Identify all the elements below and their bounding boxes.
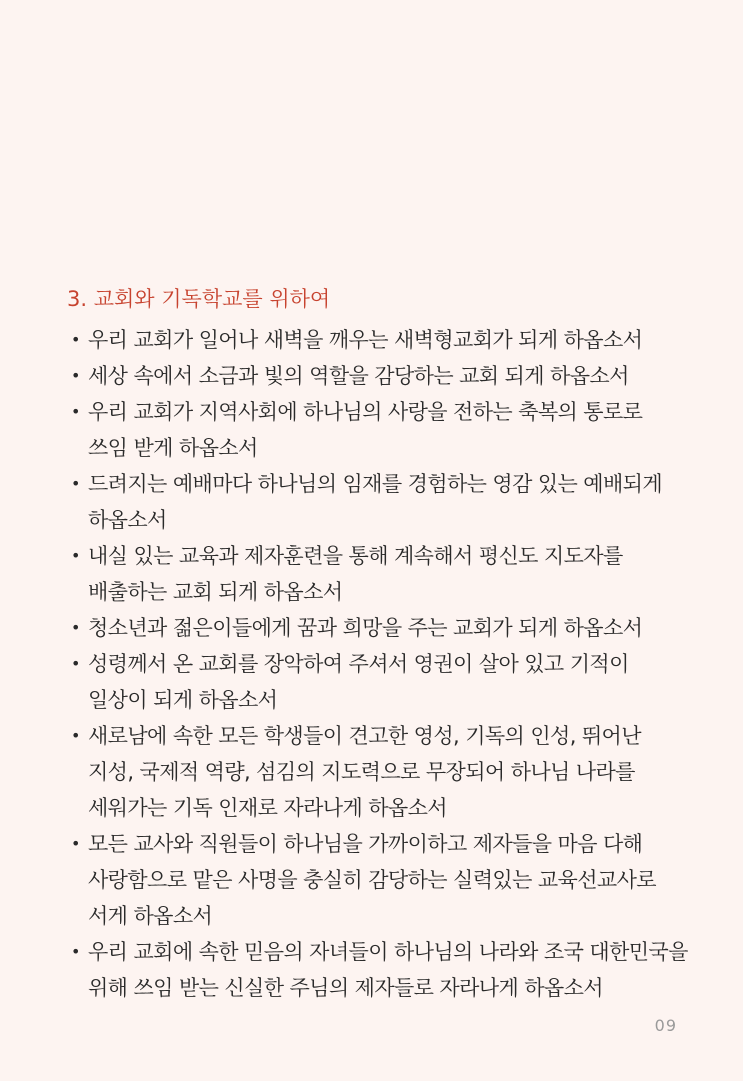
list-item-line: 위해 쓰임 받는 신실한 주님의 제자들로 자라나게 하옵소서 xyxy=(88,976,603,1000)
bullet-icon: • xyxy=(71,726,80,745)
list-item-line: 우리 교회가 지역사회에 하나님의 사랑을 전하는 축복의 통로로 xyxy=(88,400,643,424)
bullet-icon: • xyxy=(71,834,80,853)
bullet-icon: • xyxy=(71,654,80,673)
list-item-line: 내실 있는 교육과 제자훈련을 통해 계속해서 평신도 지도자를 xyxy=(88,544,623,568)
list-item-line: 서게 하옵소서 xyxy=(88,904,213,928)
list-item xyxy=(67,826,707,934)
page-number: 09 xyxy=(654,1016,677,1035)
list-item-line: 드려지는 예배마다 하나님의 임재를 경험하는 영감 있는 예배되게 xyxy=(88,472,663,496)
prayer-list xyxy=(67,322,707,1006)
list-item-line: 모든 교사와 직원들이 하나님을 가까이하고 제자들을 마음 다해 xyxy=(88,832,643,856)
list-item xyxy=(67,934,707,1006)
list-item xyxy=(67,646,707,718)
list-item-line: 성령께서 온 교회를 장악하여 주셔서 영권이 살아 있고 기적이 xyxy=(88,652,629,676)
list-item-line: 쓰임 받게 하옵소서 xyxy=(88,436,258,460)
list-item-line: 배출하는 교회 되게 하옵소서 xyxy=(88,580,343,604)
list-item xyxy=(67,466,707,538)
list-item xyxy=(67,610,707,646)
list-item-line: 세상 속에서 소금과 빛의 역할을 감당하는 교회 되게 하옵소서 xyxy=(88,364,629,388)
list-item xyxy=(67,394,707,466)
list-item-line: 사랑함으로 맡은 사명을 충실히 감당하는 실력있는 교육선교사로 xyxy=(88,868,656,892)
bullet-icon: • xyxy=(71,330,80,349)
section-title: 3. 교회와 기독학교를 위하여 xyxy=(67,287,331,311)
list-item xyxy=(67,322,707,358)
list-item-line: 세워가는 기독 인재로 자라나게 하옵소서 xyxy=(88,796,447,820)
list-item-line: 새로남에 속한 모든 학생들이 견고한 영성, 기독의 인성, 뛰어난 xyxy=(88,724,641,748)
list-item xyxy=(67,538,707,610)
bullet-icon: • xyxy=(71,618,80,637)
list-item-line: 일상이 되게 하옵소서 xyxy=(88,688,278,712)
prayer-section xyxy=(67,282,707,1006)
bullet-icon: • xyxy=(71,366,80,385)
list-item-line: 지성, 국제적 역량, 섬김의 지도력으로 무장되어 하나님 나라를 xyxy=(88,760,635,784)
list-item xyxy=(67,718,707,826)
bullet-icon: • xyxy=(71,942,80,961)
list-item-line: 우리 교회가 일어나 새벽을 깨우는 새벽형교회가 되게 하옵소서 xyxy=(88,328,643,352)
bullet-icon: • xyxy=(71,546,80,565)
bullet-icon: • xyxy=(71,474,80,493)
list-item-line: 청소년과 젊은이들에게 꿈과 희망을 주는 교회가 되게 하옵소서 xyxy=(88,616,643,640)
list-item-line: 하옵소서 xyxy=(88,508,167,532)
list-item xyxy=(67,358,707,394)
list-item-line: 우리 교회에 속한 믿음의 자녀들이 하나님의 나라와 조국 대한민국을 xyxy=(88,940,688,964)
bullet-icon: • xyxy=(71,402,80,421)
